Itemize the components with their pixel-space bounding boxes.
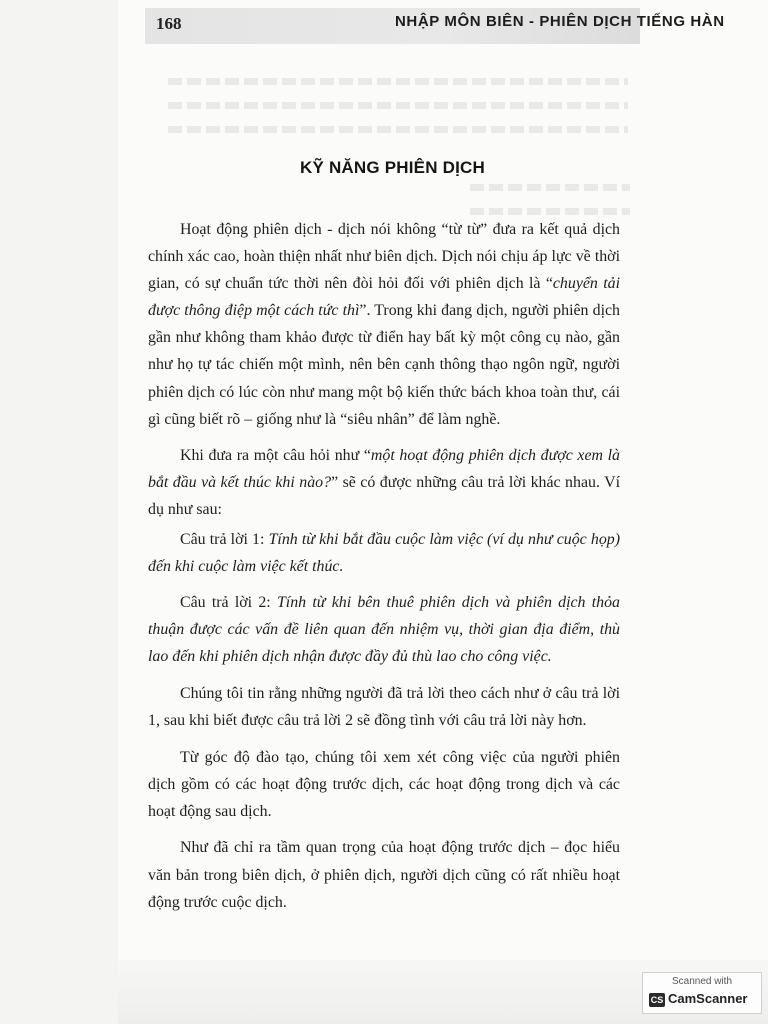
answer-italic: Tính từ khi bắt đầu cuộc làm việc (ví dụ như cuộc họp) đến khi cuộc làm việc kết thúc. (148, 530, 620, 575)
running-head: NHẬP MÔN BIÊN - PHIÊN DỊCH TIẾNG HÀN (395, 13, 725, 30)
bleed-through-line (168, 78, 628, 85)
paragraph: Như đã chỉ ra tầm quan trọng của hoạt động trước dịch – đọc hiểu văn bản trong biên dịch, ở phiên dịch, người dịch cũng có rất nhiều hoạt động trước cuộc dịch. (148, 839, 620, 911)
page-number: 168 (156, 14, 182, 33)
answer-italic: Tính từ khi bên thuê phiên dịch và phiên dịch thỏa thuận được các vấn đề liên quan đến nhiệm vụ, thời gian địa điểm, thù lao đến khi phiên dịch nhận được đầy đủ thù lao cho công việc. (148, 594, 621, 666)
watermark-caption: Scanned with (671, 976, 733, 987)
answer-1 (148, 526, 620, 580)
paragraph: Từ góc độ đào tạo, chúng tôi xem xét công việc của người phiên dịch gồm có các hoạt động trước dịch, các hoạt động trong dịch và các hoạt động sau dịch. (148, 748, 620, 820)
answer-2 (148, 589, 620, 670)
answer-label: Câu trả lời 2: (180, 594, 277, 612)
paragraph (148, 216, 620, 433)
paragraph-text: ” sẽ có được những câu trả lời khác nhau. Ví dụ như sau: (148, 474, 620, 519)
paragraph-italic: một hoạt động phiên dịch được xem là bắt đầu và kết thúc khi nào? (148, 447, 620, 492)
paragraph-text: Hoạt động phiên dịch - dịch nói không “từ từ” đưa ra kết quả dịch chính xác cao, hoàn thiện nhất như biên dịch. Dịch nói chịu áp lực về thời gian, có sự chuẩn tức thời nên đòi hỏi đối với phiên dịch là “ (148, 221, 620, 293)
paragraph-text: ”. Trong khi đang dịch, người phiên dịch gần như không tham khảo được từ điển hay bất kỳ một công cụ nào, gần như họ tự tác chiến một mình, nên bên cạnh thông thạo ngôn ngữ, người phiên dịch có lúc còn như mang một bộ kiến thức bách khoa toàn thư, cái gì cũng biết rõ – giống như là “siêu nhân” để làm nghề. (148, 302, 621, 428)
watermark-brand: CamScanner (668, 991, 748, 1006)
bleed-through-line (470, 184, 630, 191)
paragraph (148, 442, 620, 523)
section-title: KỸ NĂNG PHIÊN DỊCH (300, 158, 485, 177)
paragraph: Chúng tôi tin rằng những người đã trả lời theo cách như ở câu trả lời 1, sau khi biết được câu trả lời 2 sẽ đồng tình với câu trả lời này hơn. (148, 685, 620, 730)
bleed-through-line (470, 208, 630, 215)
camscanner-logo-icon: CS (650, 995, 664, 1005)
camscanner-watermark (642, 972, 762, 1014)
bleed-through-line (168, 102, 628, 109)
bleed-through-line (168, 126, 628, 133)
paragraph-text: Khi đưa ra một câu hỏi như “ (180, 447, 371, 465)
paragraph-italic: chuyển tải được thông điệp một cách tức thì (148, 275, 620, 320)
body-text (148, 216, 620, 925)
answer-label: Câu trả lời 1: (180, 530, 269, 548)
